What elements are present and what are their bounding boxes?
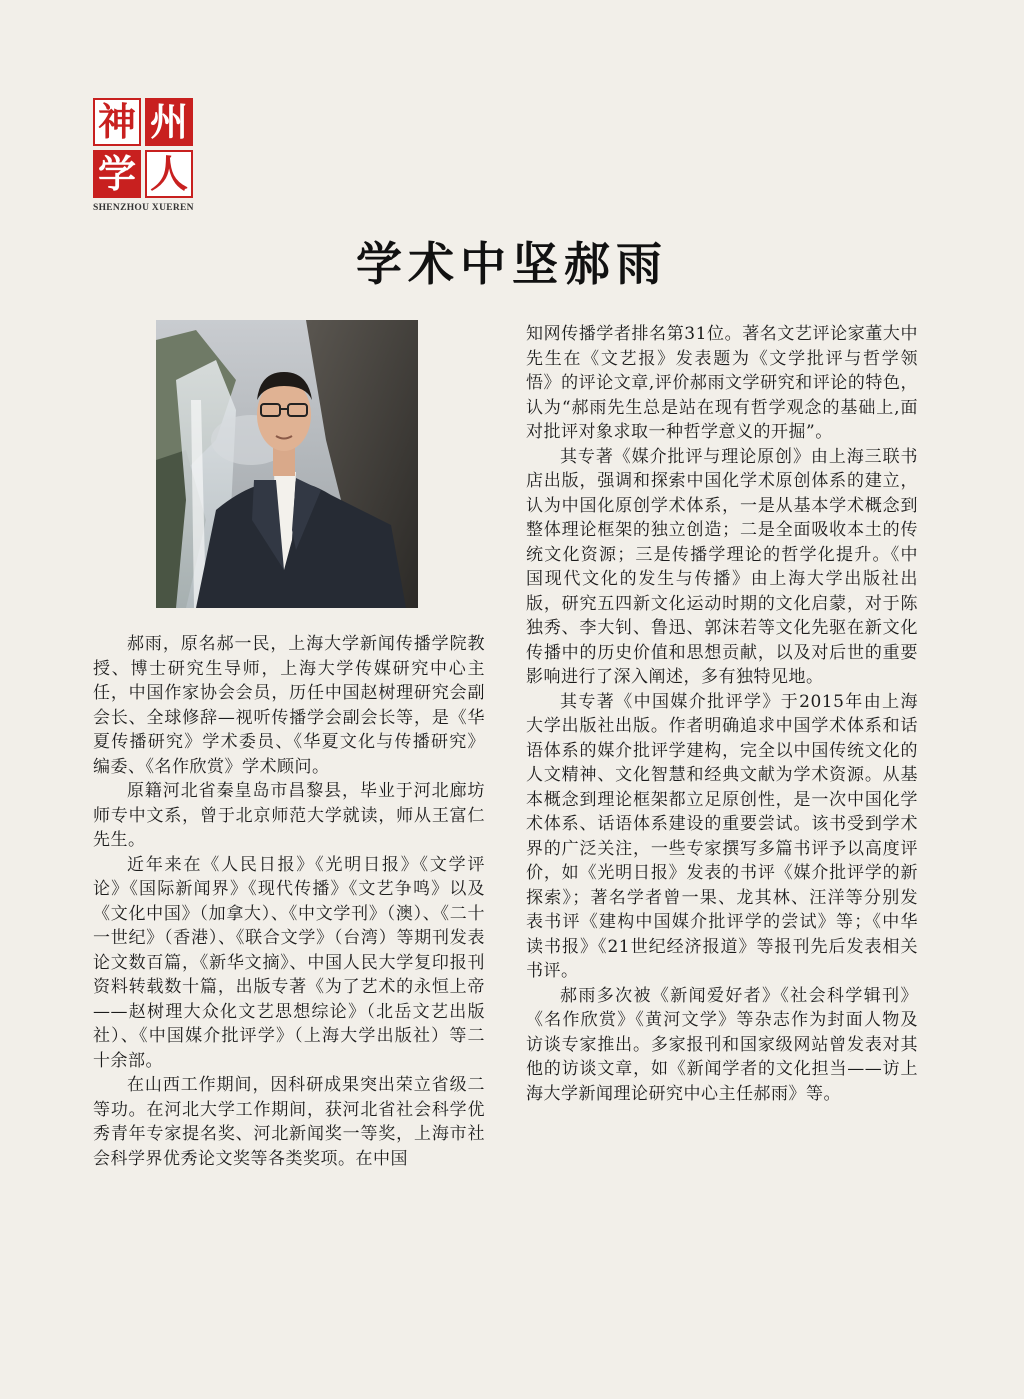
left-text-column [93,632,485,1171]
logo-char-zhou: 州 [145,98,193,146]
logo-subtitle: SHENZHOU XUEREN [93,203,194,213]
logo-char-xue: 学 [93,150,141,198]
article-title: 学术中坚郝雨 [356,237,668,291]
paragraph: 郝雨多次被《新闻爱好者》《社会科学辑刊》《名作欣赏》《黄河文学》等杂志作为封面人物及访谈专家推出。多家报刊和国家级网站曾发表对其他的访谈文章，如《新闻学者的文化担当——访上海大学新闻理论研究中心主任郝雨》等。 [526,985,918,1104]
paragraph-continued: 知网传播学者排名第31位。著名文艺评论家董大中先生在《文艺报》发表题为《文学批评与哲学领悟》的评论文章,评价郝雨文学研究和评论的特色，认为“郝雨先生总是站在现有哲学观念的基础上,面对批评对象求取一种哲学意义的开掘”。 [526,324,918,442]
right-text-column [526,322,918,1106]
paragraph: 郝雨，原名郝一民，上海大学新闻传播学院教授、博士研究生导师，上海大学传媒研究中心主任，中国作家协会会员，历任中国赵树理研究会副会长、全球修辞—视听传播学会副会长等，是《华夏传播研究》学术委员、《华夏文化与传播研究》编委、《名作欣赏》学术顾问。 [93,634,485,777]
paragraph: 近年来在《人民日报》《光明日报》《文学评论》《国际新闻界》《现代传播》《文艺争鸣》以及《文化中国》（加拿大）、《中文学刊》（澳）、《二十一世纪》（香港）、《联合文学》（台湾）等期刊发表论文数百篇，《新华文摘》、中国人民大学复印报刊资料转载数十篇，出版专著《为了艺术的永恒上帝——赵树理大众化文艺思想综论》（北岳文艺出版社）、《中国媒介批评学》（上海大学出版社）等二十余部。 [93,854,485,1071]
paragraph: 在山西工作期间，因科研成果突出荣立省级二等功。在河北大学工作期间，获河北省社会科学优秀青年专家提名奖、河北新闻奖一等奖，上海市社会科学界优秀论文奖等各类奖项。在中国 [93,1075,485,1169]
logo-char-ren: 人 [145,150,193,198]
logo-grid [93,98,197,198]
paragraph: 原籍河北省秦皇岛市昌黎县，毕业于河北廊坊师专中文系，曾于北京师范大学就读，师从王富仁先生。 [93,781,485,850]
portrait-photo [156,320,418,608]
column-logo [93,98,197,213]
paragraph: 其专著《媒介批评与理论原创》由上海三联书店出版，强调和探索中国化学术原创体系的建立，认为中国化原创学术体系，一是从基本学术概念到整体理论框架的独立创造；二是全面吸收本土的传统文化资源；三是传播学理论的哲学化提升。《中国现代文化的发生与传播》由上海大学出版社出版，研究五四新文化运动时期的文化启蒙，对于陈独秀、李大钊、鲁迅、郭沫若等文化先驱在新文化传播中的历史价值和思想贡献，以及对后世的重要影响进行了深入阐述，多有独特见地。 [526,446,918,687]
paragraph: 其专著《中国媒介批评学》于2015年由上海大学出版社出版。作者明确追求中国学术体系和话语体系的媒介批评学建构，完全以中国传统文化的人文精神、文化智慧和经典文献为学术资源。从基本概念到理论框架都立足原创性，是一次中国化学术体系、话语体系建设的重要尝试。该书受到学术界的广泛关注，一些专家撰写多篇书评予以高度评价，如《光明日报》发表的书评《媒介批评学的新探索》；著名学者曾一果、龙其林、汪洋等分别发表书评《建构中国媒介批评学的尝试》等；《中华读书报》《21世纪经济报道》等报刊先后发表相关书评。 [526,691,918,981]
logo-char-shen: 神 [93,98,141,146]
